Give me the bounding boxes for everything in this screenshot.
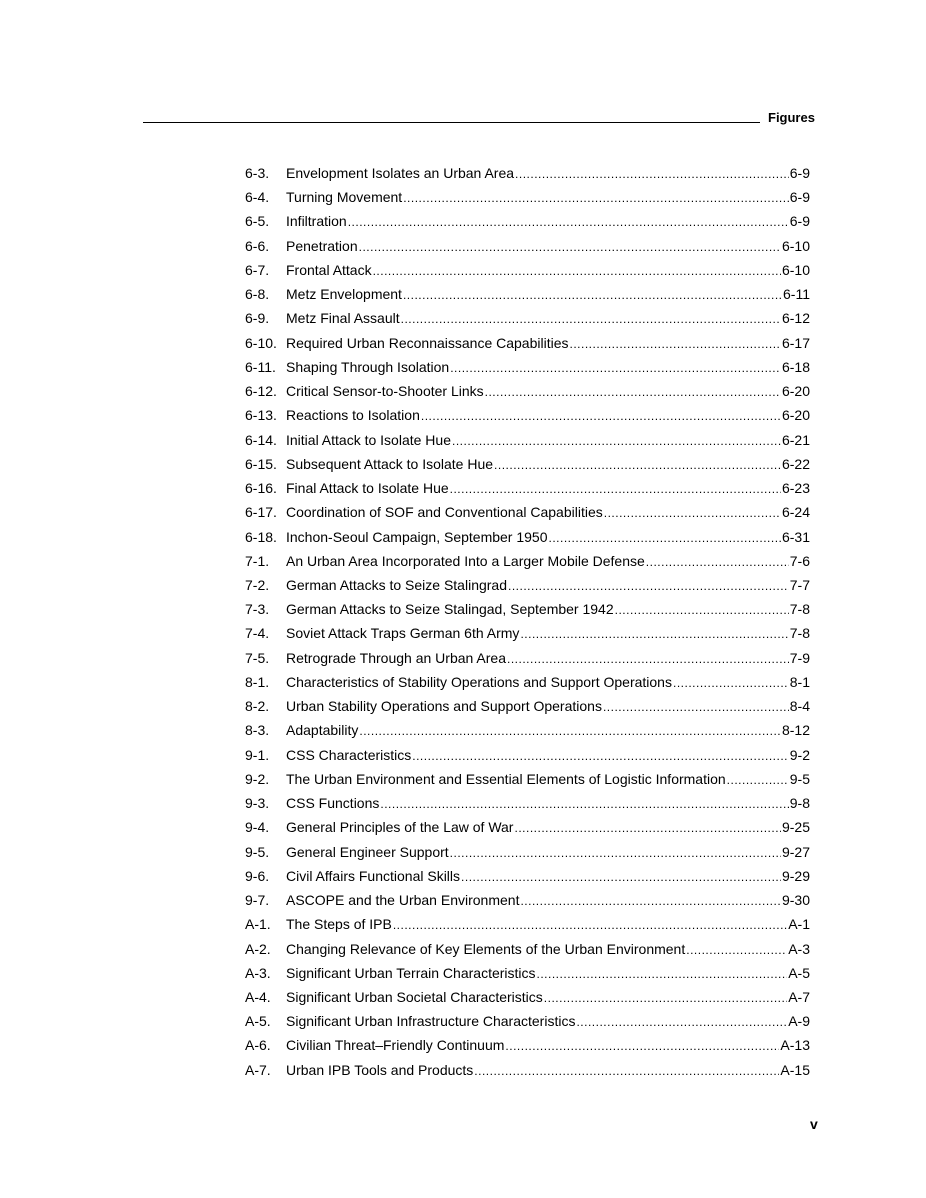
figure-number: 7-5. [245, 649, 270, 666]
dot-leader [673, 671, 789, 695]
dot-leader [570, 332, 781, 356]
toc-entry [245, 209, 810, 233]
toc-entry [245, 331, 810, 355]
figure-title: Penetration [286, 237, 358, 254]
toc-entry [245, 815, 810, 839]
page-reference: 6-12 [781, 310, 810, 327]
figure-title: Significant Urban Infrastructure Characteristics [286, 1013, 576, 1030]
figure-number: 6-18. [245, 528, 277, 545]
dot-leader [450, 356, 781, 380]
page-reference: 9-2 [789, 746, 810, 763]
toc-entry [245, 888, 810, 912]
figure-number: 9-1. [245, 746, 270, 763]
dot-leader [514, 816, 780, 840]
figure-title: Final Attack to Isolate Hue [286, 480, 449, 497]
figure-number: A-1. [245, 916, 271, 933]
figure-title: Initial Attack to Isolate Hue [286, 431, 451, 448]
figure-title: Infiltration [286, 213, 347, 230]
page-reference: A-3 [788, 940, 810, 957]
page-reference: 9-25 [781, 819, 810, 836]
toc-entry [245, 379, 810, 403]
figure-title: Retrograde Through an Urban Area [286, 649, 506, 666]
figure-title: Inchon-Seoul Campaign, September 1950 [286, 528, 548, 545]
page-reference: 6-24 [781, 504, 810, 521]
figure-title: General Principles of the Law of War [286, 819, 514, 836]
figure-title: An Urban Area Incorporated Into a Larger Mobile Defense [286, 552, 645, 569]
figure-title: Reactions to Isolation [286, 407, 420, 424]
figure-title: Urban Stability Operations and Support Operations [286, 698, 602, 715]
dot-leader [505, 1034, 779, 1058]
dot-leader [474, 1059, 779, 1083]
toc-entry [245, 912, 810, 936]
page-reference: 8-12 [781, 722, 810, 739]
figure-number: 7-4. [245, 625, 270, 642]
page-reference: 6-20 [781, 407, 810, 424]
toc-entry [245, 185, 810, 209]
figure-number: A-4. [245, 988, 271, 1005]
toc-entry [245, 476, 810, 500]
page-reference: 9-8 [789, 795, 810, 812]
figure-number: 6-15. [245, 455, 277, 472]
figure-title: Significant Urban Terrain Characteristics [286, 964, 536, 981]
dot-leader [359, 235, 781, 259]
toc-entry [245, 573, 810, 597]
dot-leader [515, 162, 789, 186]
page-reference: 6-9 [789, 213, 810, 230]
figure-number: 9-7. [245, 892, 270, 909]
figure-title: Turning Movement [286, 189, 403, 206]
dot-leader [508, 574, 789, 598]
dot-leader [452, 429, 781, 453]
figure-number: 6-4. [245, 189, 270, 206]
figure-number: 6-14. [245, 431, 277, 448]
page-reference: 9-29 [781, 867, 810, 884]
figure-number: A-3. [245, 964, 271, 981]
figure-number: 6-8. [245, 286, 270, 303]
figure-title: Civilian Threat–Friendly Continuum [286, 1037, 505, 1054]
figure-title: ASCOPE and the Urban Environment [286, 892, 520, 909]
figure-number: 6-10. [245, 334, 277, 351]
toc-entry [245, 428, 810, 452]
toc-entry [245, 985, 810, 1009]
figures-list [245, 161, 810, 1082]
figure-number: 6-13. [245, 407, 277, 424]
figure-title: Metz Final Assault [286, 310, 400, 327]
toc-entry [245, 525, 810, 549]
page-reference: 8-4 [789, 698, 810, 715]
page-reference: 6-10 [781, 237, 810, 254]
dot-leader [727, 768, 789, 792]
figure-title: Critical Sensor-to-Shooter Links [286, 383, 484, 400]
toc-entry [245, 161, 810, 185]
figure-number: A-2. [245, 940, 271, 957]
figure-number: 9-2. [245, 770, 270, 787]
figure-title: Required Urban Reconnaissance Capabilities [286, 334, 569, 351]
toc-entry [245, 621, 810, 645]
page-reference: 6-23 [781, 480, 810, 497]
figure-number: 9-5. [245, 843, 270, 860]
figure-number: 6-12. [245, 383, 277, 400]
dot-leader [348, 210, 789, 234]
figure-title: Shaping Through Isolation [286, 358, 450, 375]
figure-title: Subsequent Attack to Isolate Hue [286, 455, 494, 472]
page-reference: 6-22 [781, 455, 810, 472]
figure-number: 6-17. [245, 504, 277, 521]
dot-leader [450, 477, 781, 501]
dot-leader [576, 1010, 787, 1034]
running-header-title: Figures [768, 110, 815, 125]
toc-entry [245, 1058, 810, 1082]
figure-number: 9-3. [245, 795, 270, 812]
toc-entry [245, 937, 810, 961]
dot-leader [359, 719, 781, 743]
dot-leader [461, 865, 781, 889]
page-reference: 7-8 [789, 601, 810, 618]
dot-leader [380, 792, 788, 816]
figure-title: The Steps of IPB [286, 916, 392, 933]
figure-title: Soviet Attack Traps German 6th Army [286, 625, 520, 642]
toc-entry [245, 549, 810, 573]
figure-number: A-7. [245, 1061, 271, 1078]
toc-entry [245, 1033, 810, 1057]
dot-leader [485, 380, 781, 404]
toc-entry [245, 743, 810, 767]
toc-entry [245, 694, 810, 718]
figure-number: A-5. [245, 1013, 271, 1030]
figure-title: Changing Relevance of Key Elements of the Urban Environment [286, 940, 686, 957]
figure-title: Adaptability [286, 722, 359, 739]
figure-number: 6-6. [245, 237, 270, 254]
figure-number: 6-7. [245, 261, 270, 278]
figure-number: 6-11. [245, 358, 276, 375]
figure-number: 7-1. [245, 552, 270, 569]
page-reference: 7-6 [789, 552, 810, 569]
toc-entry [245, 791, 810, 815]
toc-entry [245, 670, 810, 694]
toc-entry [245, 355, 810, 379]
page-reference: 8-1 [789, 673, 810, 690]
page-reference: 9-30 [781, 892, 810, 909]
toc-entry [245, 282, 810, 306]
dot-leader [421, 404, 781, 428]
dot-leader [686, 938, 787, 962]
figure-title: Civil Affairs Functional Skills [286, 867, 461, 884]
figure-number: 7-3. [245, 601, 270, 618]
figure-number: 8-2. [245, 698, 270, 715]
figure-number: 8-3. [245, 722, 270, 739]
page-reference: 6-21 [781, 431, 810, 448]
figure-title: Significant Urban Societal Characteristics [286, 988, 543, 1005]
figure-title: Frontal Attack [286, 261, 372, 278]
figure-number: 7-2. [245, 576, 270, 593]
figure-title: The Urban Environment and Essential Elements of Logistic Information [286, 770, 726, 787]
dot-leader [403, 283, 782, 307]
page-reference: 6-11 [783, 286, 810, 303]
toc-entry [245, 767, 810, 791]
figure-title: German Attacks to Seize Stalingrad [286, 576, 507, 593]
page-reference: A-9 [788, 1013, 810, 1030]
figure-title: General Engineer Support [286, 843, 449, 860]
page-reference: 6-17 [781, 334, 810, 351]
figure-title: CSS Functions [286, 795, 380, 812]
page-reference: 7-7 [789, 576, 810, 593]
toc-entry [245, 718, 810, 742]
page-reference: A-15 [780, 1061, 810, 1078]
dot-leader [615, 598, 789, 622]
page-reference: A-5 [788, 964, 810, 981]
dot-leader [549, 526, 781, 550]
figure-number: 6-3. [245, 165, 270, 181]
figure-number: 6-5. [245, 213, 270, 230]
figure-number: A-6. [245, 1037, 271, 1054]
figure-number: 6-16. [245, 480, 277, 497]
toc-entry [245, 403, 810, 427]
dot-leader [450, 841, 781, 865]
dot-leader [401, 307, 781, 331]
figure-title: German Attacks to Seize Stalingad, September 1942 [286, 601, 614, 618]
toc-entry [245, 961, 810, 985]
toc-entry [245, 840, 810, 864]
page-reference: 7-8 [789, 625, 810, 642]
page-reference: 9-27 [781, 843, 810, 860]
figure-title: Coordination of SOF and Conventional Capabilities [286, 504, 603, 521]
figure-number: 6-9. [245, 310, 270, 327]
dot-leader [403, 186, 789, 210]
dot-leader [373, 259, 781, 283]
toc-entry [245, 1009, 810, 1033]
toc-entry [245, 646, 810, 670]
dot-leader [537, 962, 788, 986]
dot-leader [494, 453, 781, 477]
figure-title: Characteristics of Stability Operations and Support Operations [286, 673, 672, 690]
toc-entry [245, 597, 810, 621]
dot-leader [507, 647, 789, 671]
dot-leader [544, 986, 787, 1010]
figure-title: Urban IPB Tools and Products [286, 1061, 474, 1078]
figure-number: 9-6. [245, 867, 270, 884]
figure-number: 9-4. [245, 819, 270, 836]
page-reference: 7-9 [789, 649, 810, 666]
dot-leader [646, 550, 789, 574]
toc-entry [245, 864, 810, 888]
toc-entry [245, 452, 810, 476]
dot-leader [520, 889, 781, 913]
toc-entry [245, 500, 810, 524]
dot-leader [604, 501, 781, 525]
figure-title: Metz Envelopment [286, 286, 402, 303]
page-reference: 9-5 [789, 770, 810, 787]
page-reference: A-13 [780, 1037, 810, 1054]
page-reference: 6-18 [781, 358, 810, 375]
toc-entry [245, 234, 810, 258]
page-number: v [810, 1116, 818, 1132]
dot-leader [520, 622, 788, 646]
page-reference: 6-9 [789, 165, 810, 181]
figure-title: Envelopment Isolates an Urban Area [286, 165, 515, 181]
page-reference: 6-31 [781, 528, 810, 545]
page-reference: 6-9 [789, 189, 810, 206]
figure-number: 8-1. [245, 673, 270, 690]
page-reference: A-7 [788, 988, 810, 1005]
dot-leader [393, 913, 787, 937]
dot-leader [603, 695, 789, 719]
page-reference: A-1 [788, 916, 810, 933]
toc-entry [245, 258, 810, 282]
page-reference: 6-20 [781, 383, 810, 400]
header-rule [143, 122, 760, 123]
dot-leader [412, 744, 789, 768]
figure-title: CSS Characteristics [286, 746, 412, 763]
toc-entry [245, 306, 810, 330]
page-reference: 6-10 [781, 261, 810, 278]
